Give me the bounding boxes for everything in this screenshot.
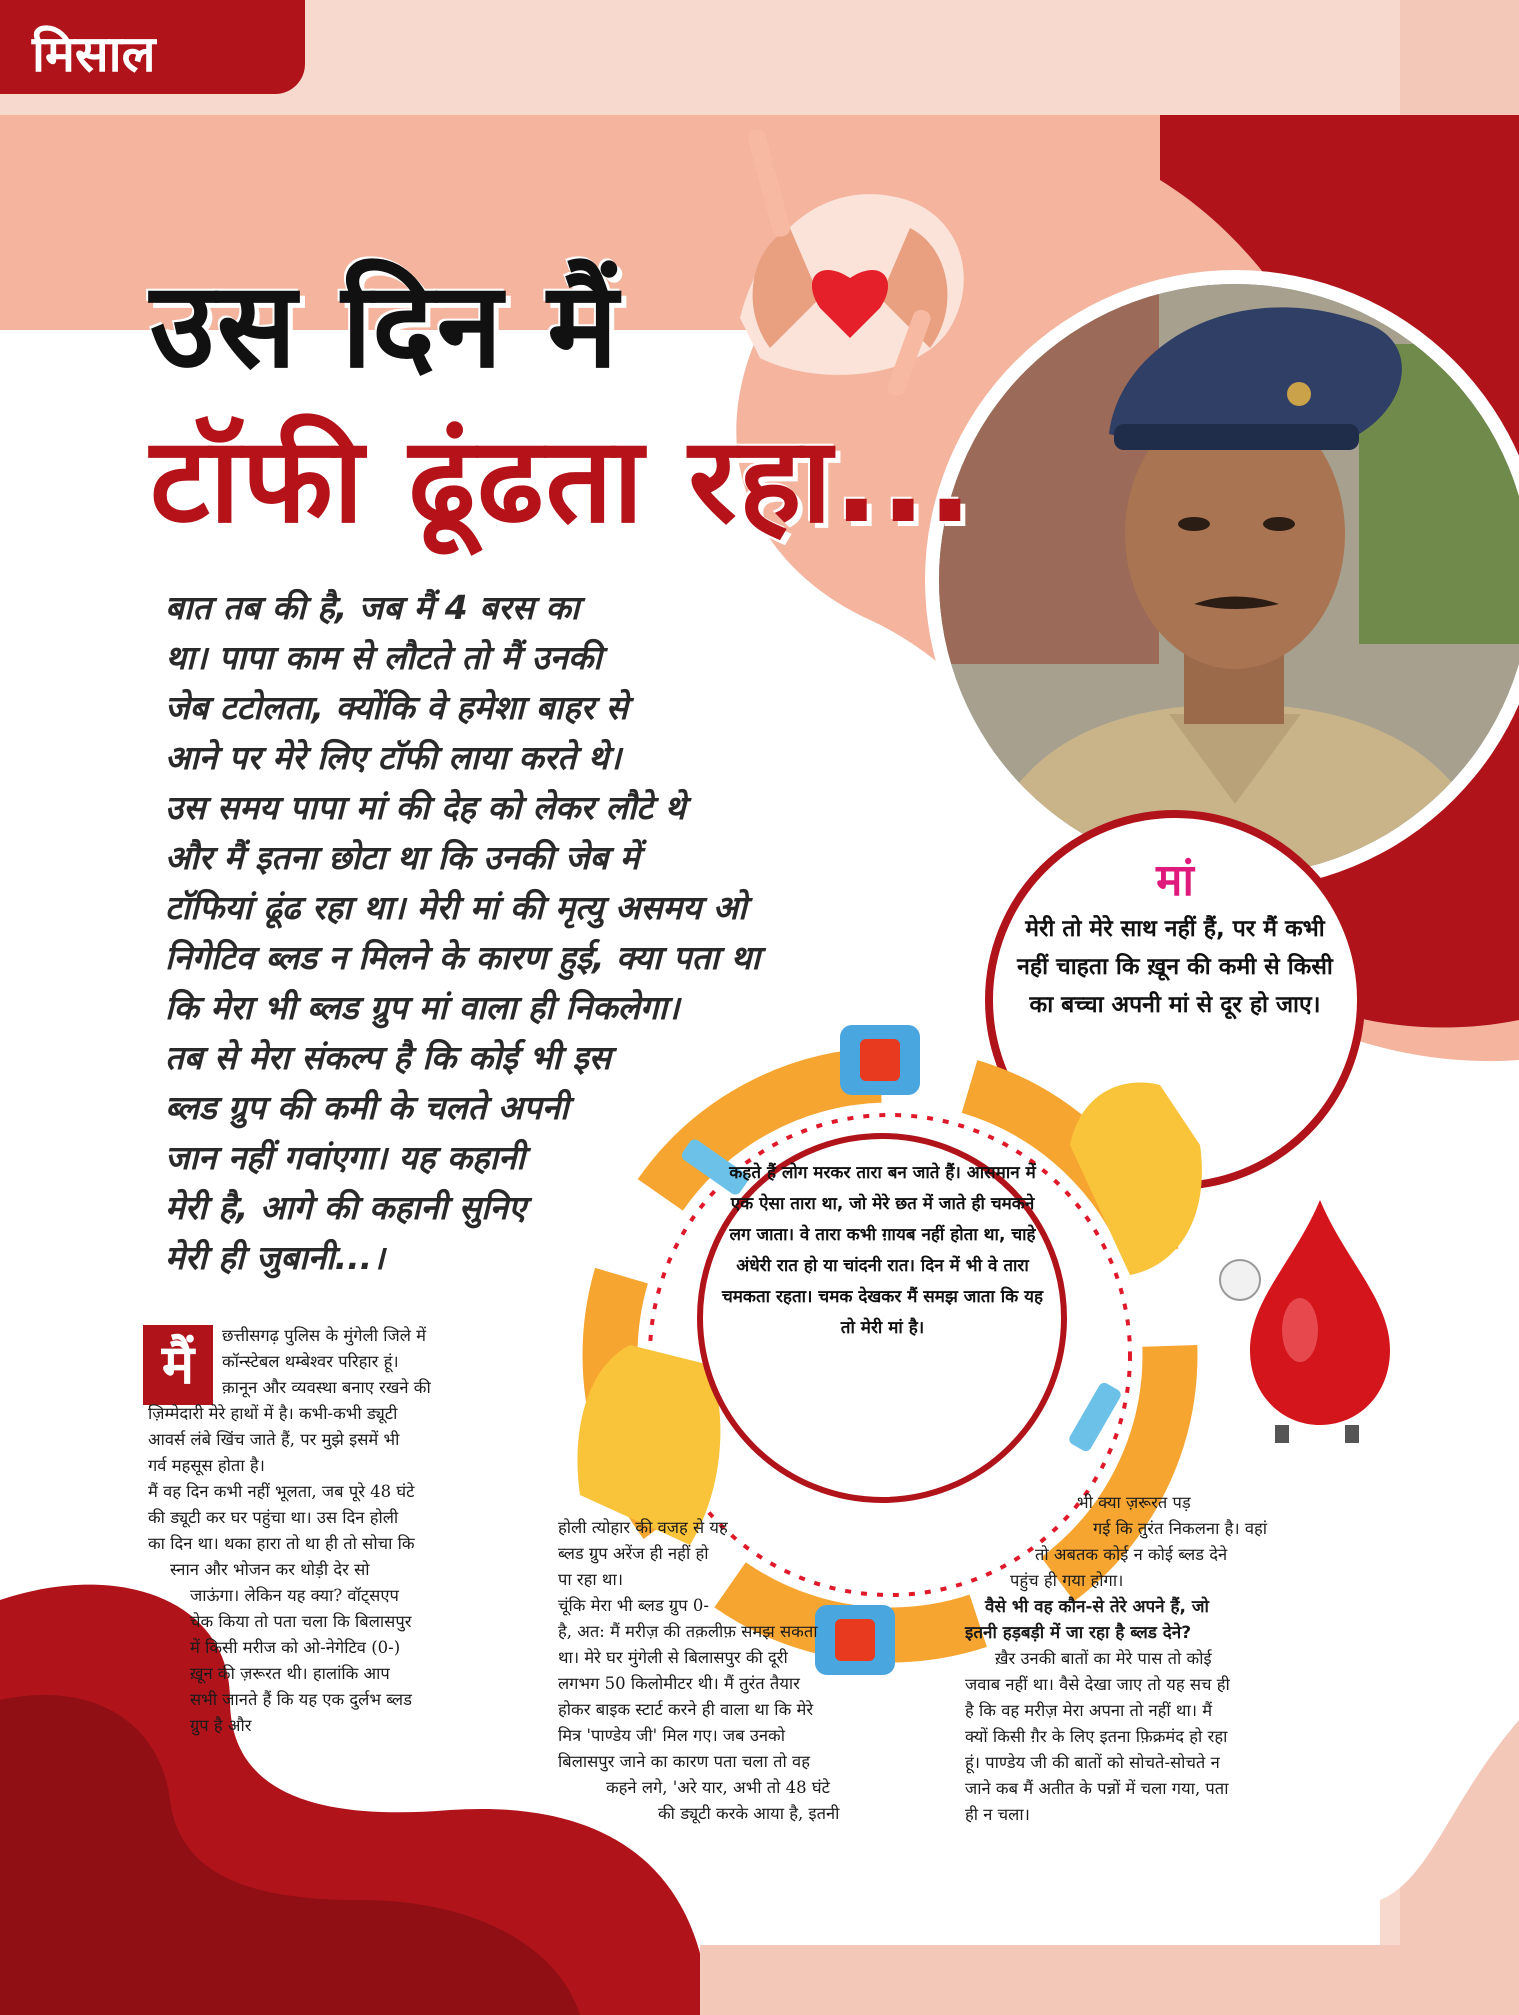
body-line-bold: वैसे भी वह कौन-से तेरे अपने हैं, जो — [985, 1597, 1209, 1617]
body-line: लगभग 50 किलोमीटर थी। मैं तुरंत तैयार — [558, 1674, 800, 1693]
body-line: मैं वह दिन कभी नहीं भूलता, जब पूरे 48 घंटे — [148, 1482, 415, 1501]
body-line: सभी जानते हैं कि यह एक दुर्लभ ब्लड — [190, 1690, 412, 1709]
body-line: ख़ून की ज़रूरत थी। हालांकि आप — [190, 1664, 390, 1683]
body-line: गर्व महसूस होता है। — [148, 1456, 265, 1475]
body-line: में किसी मरीज को ओ-नेगेटिव (0-) — [190, 1638, 401, 1657]
body-line: है कि वह मरीज़ मेरा अपना तो नहीं था। मैं — [965, 1701, 1213, 1720]
body-line: जाने कब मैं अतीत के पन्नों में चला गया, पता — [965, 1779, 1229, 1798]
intro-line: मेरी है, आगे की कहानी सुनिए — [165, 1188, 527, 1227]
body-line: हूं। पाण्डेय जी की बातों को सोचते-सोचते न — [965, 1753, 1220, 1772]
body-line: है, अत: मैं मरीज़ की तक़लीफ़ समझ सकता — [558, 1622, 818, 1641]
body-line: स्नान और भोजन कर थोड़ी देर सो — [170, 1560, 370, 1579]
headline-line-1: उस दिन मैं — [150, 256, 620, 394]
intro-line: कि मेरा भी ब्लड ग्रुप मां वाला ही निकलेगा। — [165, 988, 680, 1027]
body-line: चूंकि मेरा भी ब्लड ग्रुप 0- — [558, 1596, 709, 1615]
intro-line: टॉफियां ढूंढ रहा था। मेरी मां की मृत्यु असमय ओ — [165, 888, 747, 927]
body-line: बिलासपुर जाने का कारण पता चला तो वह — [558, 1752, 810, 1771]
intro-line: जान नहीं गवांएगा। यह कहानी — [165, 1138, 525, 1177]
body-line: ब्लड ग्रुप अरेंज ही नहीं हो — [558, 1544, 709, 1563]
body-line: होली त्योहार की वजह से यह — [558, 1518, 728, 1537]
center-quote-text: कहते हैं लोग मरकर तारा बन जाते हैं। आसमान में एक ऐसा तारा था, जो मेरे छत में जाते ही चमकने लग जाता। वे तारा कभी ग़ायब नहीं होता था, चाहे अंधेरी रात हो या चांदनी रात। दिन में भी वे तारा चमकता रहता। चमक देखकर मैं समझ जाता कि यह तो मेरी मां है। — [721, 1163, 1044, 1338]
body-line: पहुंच ही गया होगा। — [1010, 1571, 1124, 1590]
body-column-3 — [965, 1490, 1267, 1828]
body-line: ज़िम्मेदारी मेरे हाथों में है। कभी-कभी ड्यूटी — [148, 1404, 398, 1423]
body-line: क़ानून और व्यवस्था बनाए रखने की — [222, 1378, 431, 1397]
intro-line: और मैं इतना छोटा था कि उनकी जेब में — [165, 838, 640, 877]
body-column-2 — [558, 1515, 839, 1827]
quote-text: मेरी तो मेरे साथ नहीं हैं, पर मैं कभी नहीं चाहता कि ख़ून की कमी से किसी का बच्चा अपनी मां से दूर हो जाए। — [1017, 916, 1333, 1018]
intro-line: आने पर मेरे लिए टॉफी लाया करते थे। — [165, 738, 622, 777]
intro-line: निगेटिव ब्लड न मिलने के कारण हुई, क्या पता था — [165, 938, 761, 977]
body-line: छत्तीसगढ़ पुलिस के मुंगेली जिले में — [222, 1326, 427, 1345]
body-line: मित्र 'पाण्डेय जी' मिल गए। जब उनको — [558, 1726, 785, 1745]
body-column-1 — [148, 1401, 415, 1557]
police-constable-photo — [939, 284, 1519, 876]
intro-line: बात तब की है, जब मैं 4 बरस का — [165, 588, 580, 627]
section-tab — [0, 0, 305, 94]
intro-line: ब्लड ग्रुप की कमी के चलते अपनी — [165, 1088, 569, 1127]
body-line: तो अबतक कोई न कोई ब्लड देने — [1035, 1545, 1228, 1564]
body-column-1-top — [222, 1323, 431, 1401]
blood-drop-mascot-icon — [1215, 1190, 1415, 1450]
body-line: का दिन था। थका हारा तो था ही तो सोचा कि — [148, 1534, 415, 1553]
body-column-1-bottom — [170, 1557, 412, 1739]
body-line: कहने लगे, 'अरे यार, अभी तो 48 घंटे — [606, 1778, 830, 1797]
body-line: आवर्स लंबे खिंच जाते हैं, पर मुझे इसमें भी — [148, 1430, 400, 1449]
body-line: की ड्यूटी करके आया है, इतनी — [658, 1804, 840, 1823]
body-line: पा रहा था। — [558, 1570, 623, 1589]
body-line: कॉन्स्टेबल थम्बेश्वर परिहार हूं। — [222, 1352, 399, 1371]
body-line: गई कि तुरंत निकलना है। वहां — [1093, 1519, 1268, 1538]
intro-line: मेरी ही जुबानी...। — [165, 1238, 385, 1277]
body-line: जवाब नहीं था। वैसे देखा जाए तो यह सच ही — [965, 1675, 1230, 1694]
body-line: भी क्या ज़रूरत पड़ — [1077, 1493, 1191, 1512]
body-line: ही न चला। — [965, 1805, 1030, 1824]
body-line: होकर बाइक स्टार्ट करने ही वाला था कि मेरे — [558, 1700, 814, 1719]
body-line: की ड्यूटी कर घर पहुंचा था। उस दिन होली — [148, 1508, 399, 1527]
intro-line: उस समय पापा मां की देह को लेकर लौटे थे — [165, 788, 686, 827]
body-line: था। मेरे घर मुंगेली से बिलासपुर की दूरी — [558, 1648, 788, 1667]
quote-title: मां — [1156, 855, 1194, 906]
blood-donation-hands-illustration — [700, 118, 1000, 408]
body-line-bold: इतनी हड़बड़ी में जा रहा है ब्लड देने? — [965, 1623, 1192, 1643]
section-label: मिसाल — [32, 25, 156, 83]
body-line: चेक किया तो पता चला कि बिलासपुर — [190, 1612, 412, 1631]
intro-line: तब से मेरा संकल्प है कि कोई भी इस — [165, 1038, 611, 1077]
intro-line: जेब टटोलता, क्योंकि वे हमेशा बाहर से — [165, 688, 628, 727]
dropcap: मैं — [143, 1325, 213, 1405]
body-line: ग्रुप है और — [190, 1716, 252, 1735]
headline-line-2: टॉफी ढूंढता रहा... — [150, 411, 975, 549]
intro-line: था। पापा काम से लौटते तो मैं उनकी — [165, 638, 602, 677]
body-line: ख़ैर उनकी बातों का मेरे पास तो कोई — [995, 1649, 1212, 1668]
body-line: क्यों किसी ग़ैर के लिए इतना फ़िक्रमंद हो रहा — [965, 1727, 1228, 1746]
body-line: जाऊंगा। लेकिन यह क्या? वॉट्सएप — [190, 1586, 399, 1605]
